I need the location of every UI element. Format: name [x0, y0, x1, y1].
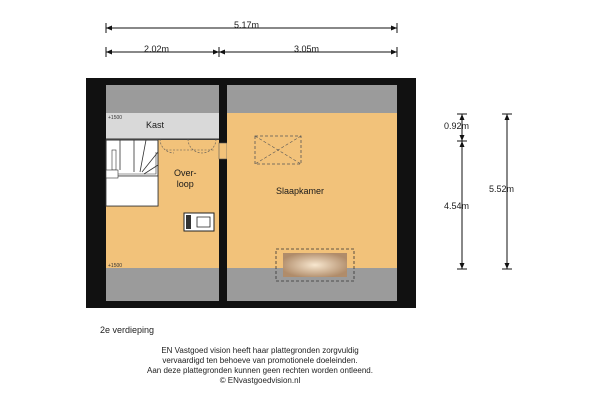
bedroom-label: Slaapkamer [276, 186, 325, 196]
credits-line: Aan deze plattegronden kunnen geen rechten worden ontleend. [147, 366, 373, 375]
staircase [106, 140, 158, 206]
height-mark-lower: +1500 [108, 263, 123, 269]
height-mark-upper: +1500 [108, 115, 123, 121]
top-depth-label: 0.92m [444, 121, 470, 131]
landing-label-line1: Over- [174, 168, 197, 178]
low-zone-top-left [106, 85, 219, 113]
desk-chair [184, 213, 214, 231]
closet-label: Kast [146, 120, 165, 130]
bedroom-doorway[interactable] [219, 143, 227, 159]
skylight-bottom [276, 249, 354, 281]
credits-line: © ENvastgoedvision.nl [219, 376, 301, 385]
credits-line: EN Vastgoed vision heeft haar plattegronden zorgvuldig [161, 346, 359, 355]
credits-block [90, 346, 430, 386]
total-depth-label: 5.52m [489, 184, 515, 194]
credits-line: vervaardigd ten behoeve van promotionele doeleinden. [162, 356, 358, 365]
left-width-label: 2.02m [144, 44, 170, 54]
floor-label: 2e verdieping [100, 325, 155, 335]
right-width-label: 3.05m [294, 44, 320, 54]
landing-label-line2: loop [176, 179, 194, 189]
total-width-label: 5.17m [234, 20, 260, 30]
main-depth-label: 4.54m [444, 201, 470, 211]
landing-label [174, 168, 197, 190]
low-zone-top-right [227, 85, 397, 113]
low-zone-bottom-left [106, 268, 219, 301]
dim-split-depths [457, 114, 467, 269]
interior-wall [219, 85, 227, 301]
